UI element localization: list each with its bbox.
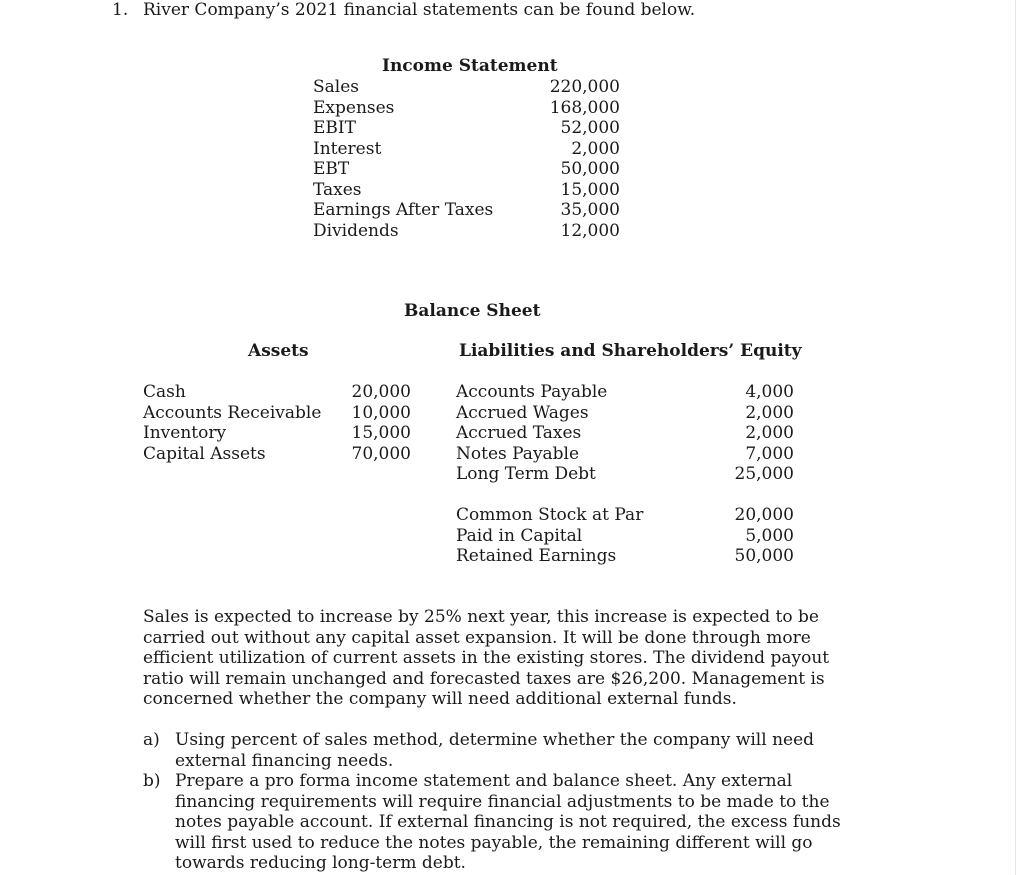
part-a-text: Using percent of sales method, determine whether the company will need external financing needs. [175, 730, 815, 771]
liability-value: 25,000 [734, 464, 794, 484]
is-value: 35,000 [560, 200, 620, 220]
equity-label: Common Stock at Par [456, 505, 644, 525]
asset-label: Cash [143, 382, 186, 402]
is-value: 168,000 [549, 97, 620, 118]
assets-values [330, 382, 411, 464]
liability-label: Accrued Wages [456, 402, 589, 423]
is-label: Dividends [313, 220, 399, 241]
is-label: Sales [313, 77, 360, 97]
income-statement-labels [313, 77, 493, 241]
asset-value: 70,000 [351, 443, 411, 464]
is-value: 52,000 [560, 118, 620, 138]
equity-value: 20,000 [734, 505, 794, 525]
is-value: 12,000 [560, 220, 620, 241]
asset-label: Accounts Receivable [143, 402, 322, 423]
liability-value: 7,000 [745, 443, 794, 464]
liabilities-values [713, 382, 794, 485]
liability-value: 4,000 [745, 382, 794, 402]
liabilities-labels [456, 382, 607, 485]
equity-label: Paid in Capital [456, 525, 583, 546]
liability-label: Long Term Debt [456, 464, 596, 484]
is-value: 50,000 [560, 159, 620, 179]
balance-sheet-title: Balance Sheet [404, 301, 541, 321]
equity-values [713, 505, 794, 567]
part-b-text: Prepare a pro forma income statement and balance sheet. Any external financing requirements will require financial adjustments to be made to the notes payable account. If external financing is not required, the excess funds will first used to reduce the notes payable, the remaining different will go towards reducing long-term debt. [175, 771, 841, 873]
liability-label: Accrued Taxes [456, 423, 582, 443]
question-number: 1. [112, 0, 129, 20]
is-value: 2,000 [571, 138, 620, 159]
liabilities-header: Liabilities and Shareholders’ Equity [459, 341, 802, 361]
is-label: Expenses [313, 97, 395, 118]
part-b-label: b) [143, 771, 161, 791]
is-value: 220,000 [549, 77, 620, 97]
is-label: Taxes [313, 179, 362, 200]
page-edge [1015, 0, 1016, 875]
liability-value: 2,000 [745, 402, 794, 423]
liability-value: 2,000 [745, 423, 794, 443]
income-statement-title: Income Statement [382, 56, 558, 76]
part-a-label: a) [143, 730, 160, 750]
question-intro: River Company’s 2021 financial statements can be found below. [143, 0, 696, 20]
asset-value: 20,000 [351, 382, 411, 402]
equity-label: Retained Earnings [456, 546, 617, 566]
asset-label: Capital Assets [143, 443, 266, 464]
asset-value: 10,000 [351, 402, 411, 423]
liability-label: Accounts Payable [456, 382, 608, 402]
asset-label: Inventory [143, 423, 227, 443]
equity-value: 50,000 [734, 546, 794, 566]
forecast-paragraph: Sales is expected to increase by 25% next year, this increase is expected to be carried out without any capital asset expansion. It will be done through more efficient utilization of current assets in the existing stores. The dividend payout ratio will remain unchanged and forecasted taxes are $26,200. Management is concerned whether the company will need additional external funds. [143, 607, 830, 709]
liability-label: Notes Payable [456, 443, 580, 464]
is-label: EBT [313, 159, 350, 179]
equity-labels [456, 505, 643, 567]
is-label: EBIT [313, 118, 356, 138]
is-label: Interest [313, 138, 382, 159]
is-value: 15,000 [560, 179, 620, 200]
assets-header: Assets [248, 341, 309, 361]
asset-value: 15,000 [351, 423, 411, 443]
assets-labels [143, 382, 321, 464]
income-statement-values [519, 77, 620, 241]
equity-value: 5,000 [745, 525, 794, 546]
is-label: Earnings After Taxes [313, 200, 494, 220]
